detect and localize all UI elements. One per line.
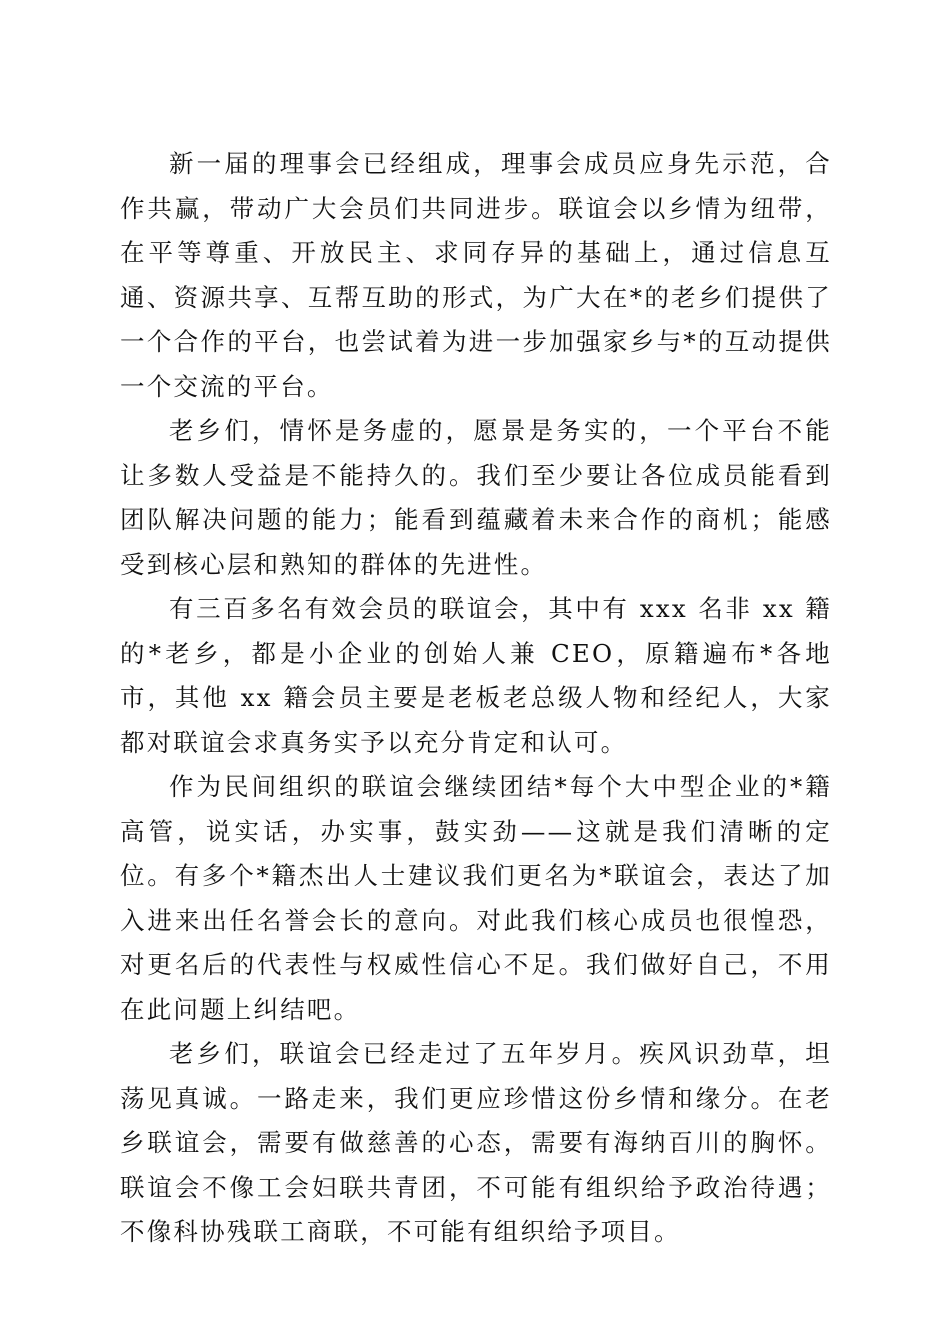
paragraph-positioning: 作为民间组织的联谊会继续团结*每个大中型企业的*籍高管，说实话，办实事，鼓实劲——这就是我们清晰的定位。有多个*籍杰出人士建议我们更名为*联谊会，表达了加入进来出任名誉会长的意向。对此我们核心成员也很惶恐，对更名后的代表性与权威性信心不足。我们做好自己，不用在此问题上纠结吧。: [120, 772, 832, 1024]
paragraph-new-council: 新一届的理事会已经组成，理事会成员应身先示范，合作共赢，带动广大会员们共同进步。联谊会以乡情为纽带，在平等尊重、开放民主、求同存异的基础上，通过信息互通、资源共享、互帮互助的形式，为广大在*的老乡们提供了一个合作的平台，也尝试着为进一步加强家乡与*的互动提供一个交流的平台。: [120, 149, 832, 401]
paragraph-five-years: 老乡们，联谊会已经走过了五年岁月。疾风识劲草，坦荡见真诚。一路走来，我们更应珍惜这份乡情和缘分。在老乡联谊会，需要有做慈善的心态，需要有海纳百川的胸怀。联谊会不像工会妇联共青团，不可能有组织给予政治待遇；不像科协残联工商联，不可能有组织给予项目。: [120, 1039, 832, 1246]
paragraph-vision: 老乡们，情怀是务虚的，愿景是务实的，一个平台不能让多数人受益是不能持久的。我们至少要让各位成员能看到团队解决问题的能力；能看到蕴藏着未来合作的商机；能感受到核心层和熟知的群体的先进性。: [120, 416, 832, 579]
paragraph-membership: 有三百多名有效会员的联谊会，其中有 xxx 名非 xx 籍的*老乡，都是小企业的创始人兼 CEO，原籍遍布*各地市，其他 xx 籍会员主要是老板老总级人物和经纪人，大家都对联谊会求真务实予以充分肯定和认可。: [120, 594, 832, 757]
document-body: [120, 142, 832, 1255]
